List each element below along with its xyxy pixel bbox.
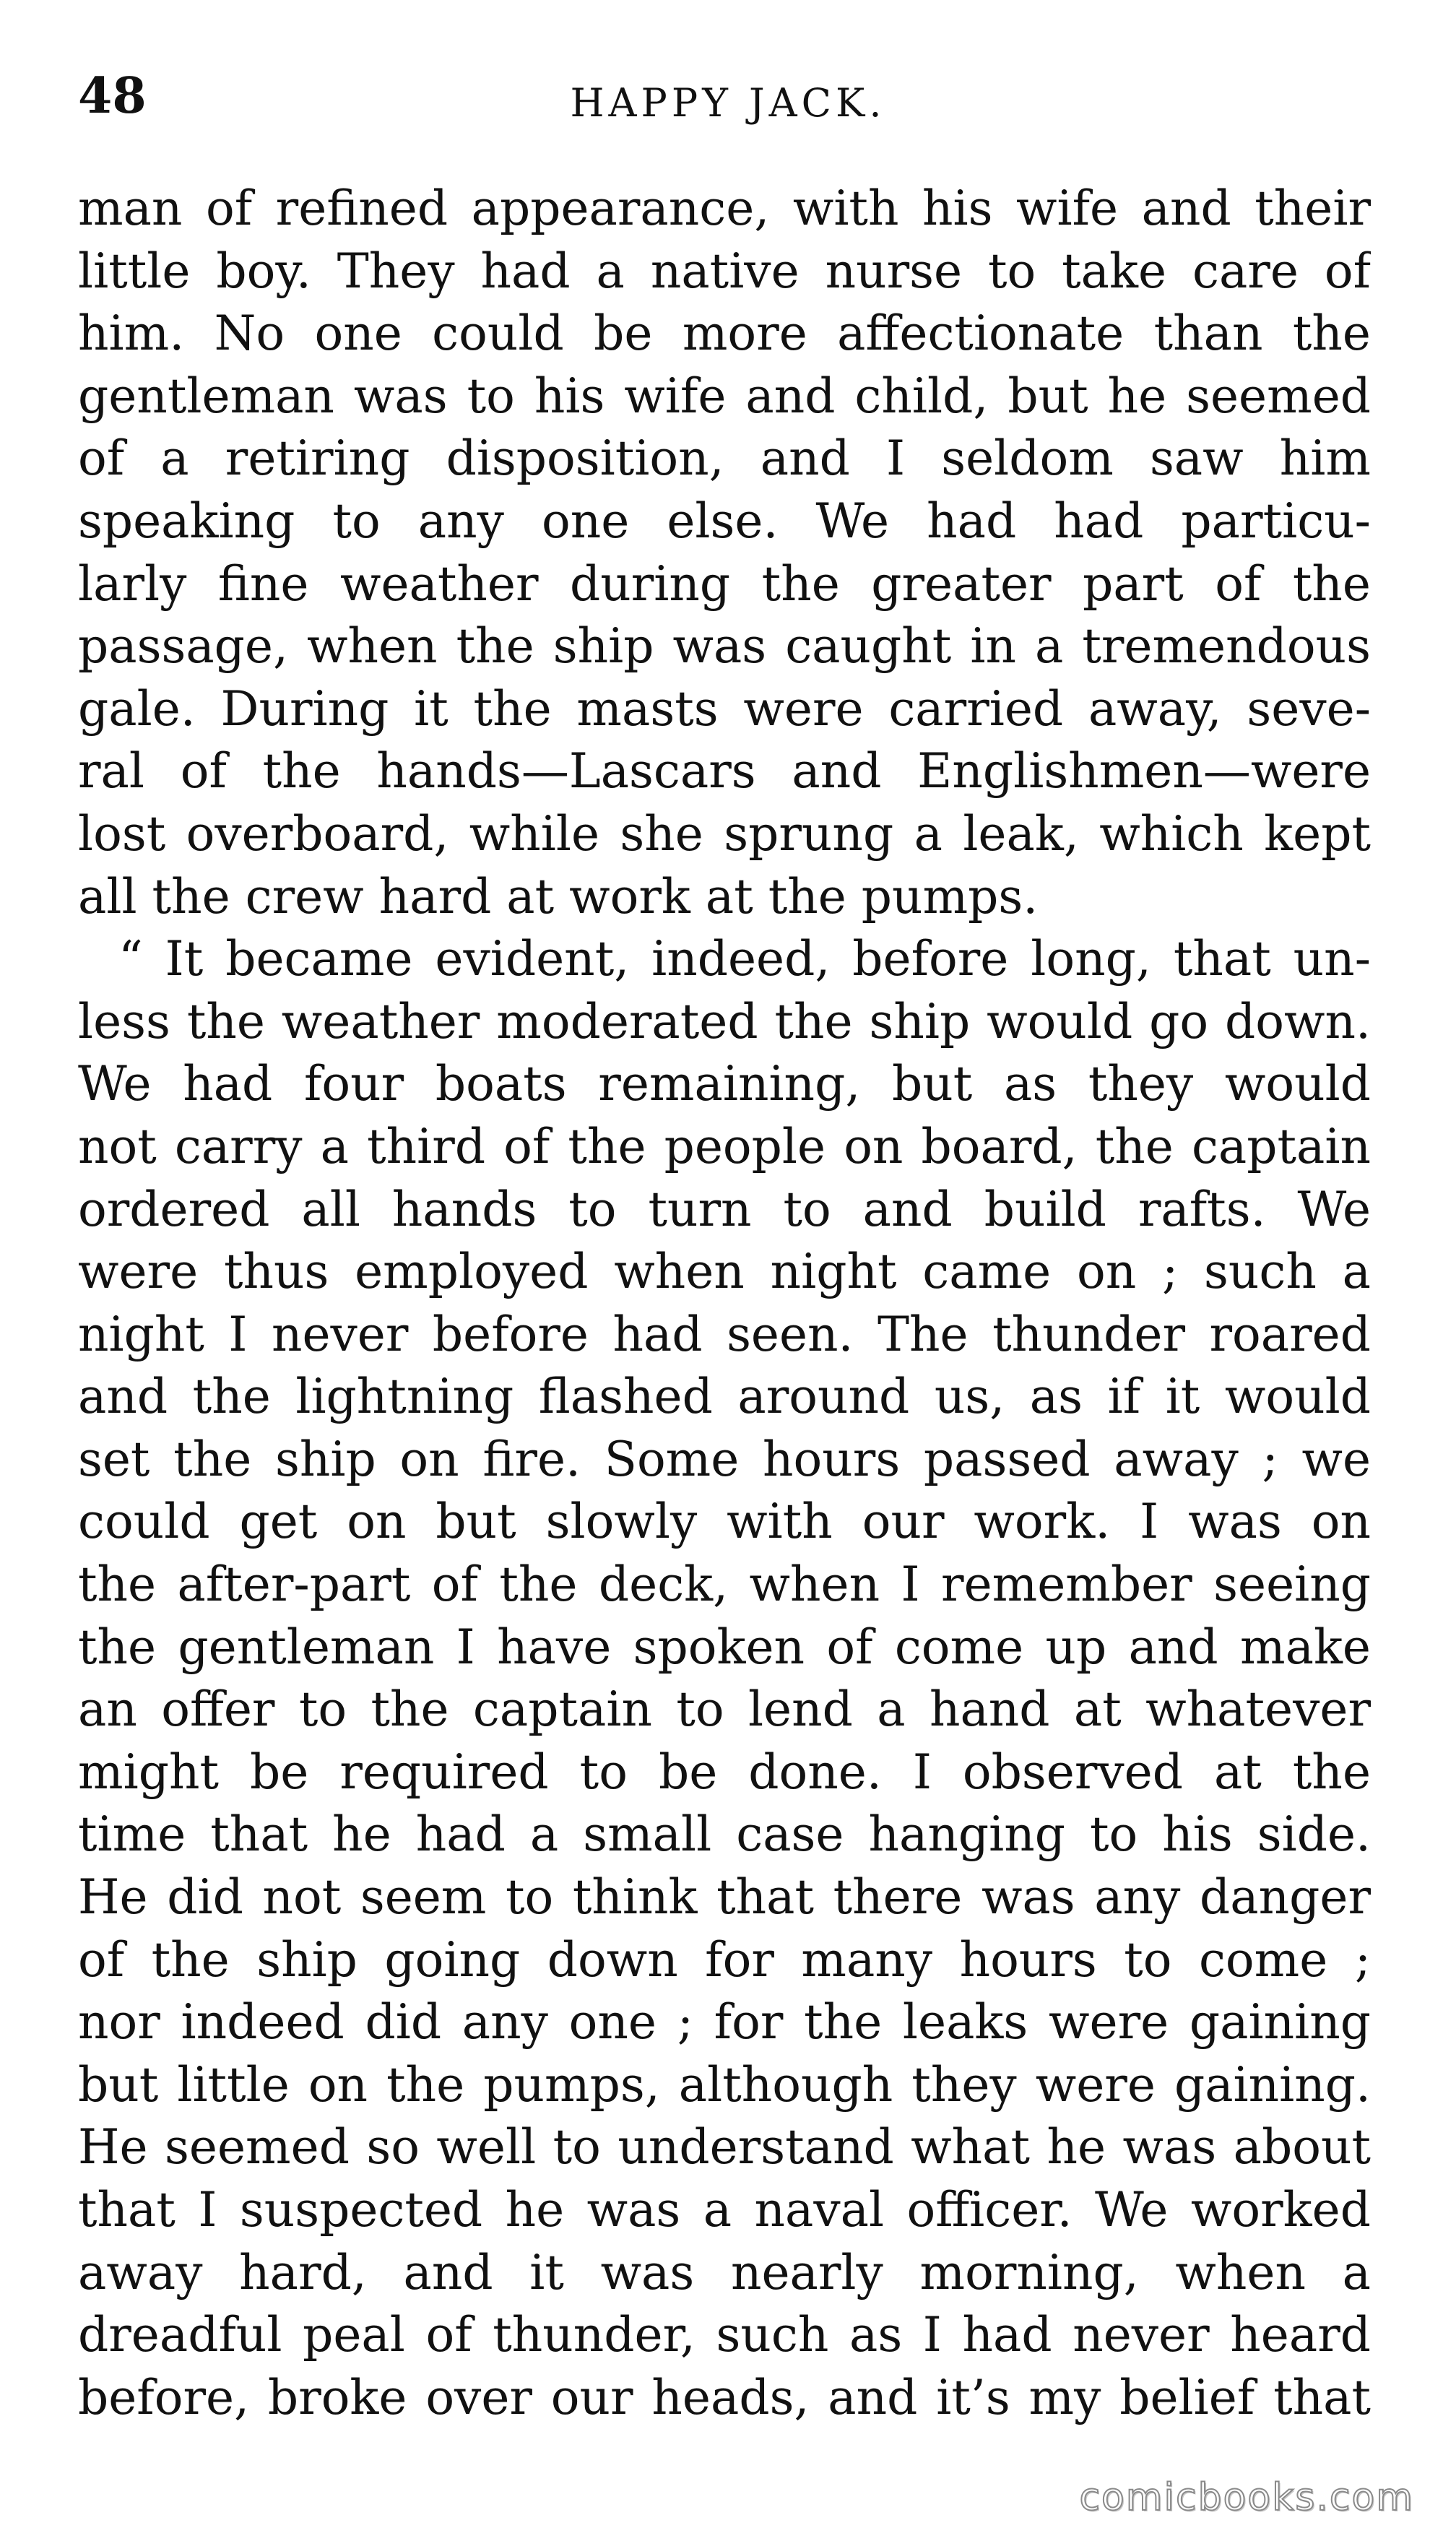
text-line: not carry a third of the people on board, the captain [78,1118,1371,1174]
text-line: man of refined appearance, with his wife and their [78,181,1371,236]
text-line: that I suspected he was a naval officer. We worked [78,2182,1371,2238]
text-line: all the crew hard at work at the pumps. [78,868,1039,925]
watermark: comicbooks.com [1079,2476,1414,2519]
text-line: ordered all hands to turn to and build rafts. We [78,1181,1371,1237]
text-line: him. No one could be more affectionate than the [78,306,1371,362]
text-line: larly fine weather during the greater part of the [78,555,1371,612]
text-line: gentleman was to his wife and child, but he seemed [78,368,1371,424]
running-title: HAPPY JACK. [570,80,886,126]
text-line: He seemed so well to understand what he was about [78,2119,1371,2176]
text-line: night I never before had seen. The thunder roared [78,1306,1371,1362]
text-line: could get on but slowly with our work. I was on [78,1494,1371,1550]
text-line: nor indeed did any one ; for the leaks were gaining [78,1994,1371,2051]
text-line: time that he had a small case hanging to his side. [78,1806,1371,1863]
text-line: less the weather moderated the ship would go down. [78,993,1371,1049]
text-line: “ It became evident, indeed, before long, that un- [118,931,1371,987]
text-line: an offer to the captain to lend a hand at whatever [78,1681,1371,1738]
text-line: speaking to any one else. We had had particu- [78,493,1371,549]
text-line: We had four boats remaining, but as they would [78,1056,1371,1112]
text-line: lost overboard, while she sprung a leak, which kept [78,805,1371,862]
text-line: before, broke over our heads, and it’s my belief that [78,2369,1371,2425]
body-text [78,178,1371,2429]
text-line: dreadful peal of thunder, such as I had never heard [78,2307,1371,2363]
text-line: ral of the hands—Lascars and Englishmen—were [78,743,1371,800]
text-line: were thus employed when night came on ; such a [78,1244,1371,1300]
text-line: little boy. They had a native nurse to take care of [78,243,1371,299]
text-line: away hard, and it was nearly morning, when a [78,2244,1371,2300]
text-line: of a retiring disposition, and I seldom saw him [78,430,1371,487]
text-line: the after-part of the deck, when I remember seeing [78,1557,1371,1613]
page-header [78,64,1378,129]
page-number: 48 [78,67,147,125]
text-line: set the ship on fire. Some hours passed away ; we [78,1431,1371,1487]
text-line: gale. During it the masts were carried away, seve- [78,680,1371,737]
text-line: of the ship going down for many hours to come ; [78,1931,1371,1988]
text-line: passage, when the ship was caught in a tremendous [78,618,1371,675]
text-line: and the lightning flashed around us, as if it would [78,1369,1371,1425]
text-line: the gentleman I have spoken of come up and make [78,1619,1371,1675]
text-line: but little on the pumps, although they were gaining. [78,2056,1371,2113]
text-line: He did not seem to think that there was any danger [78,1869,1371,1926]
text-line: might be required to be done. I observed at the [78,1744,1371,1800]
